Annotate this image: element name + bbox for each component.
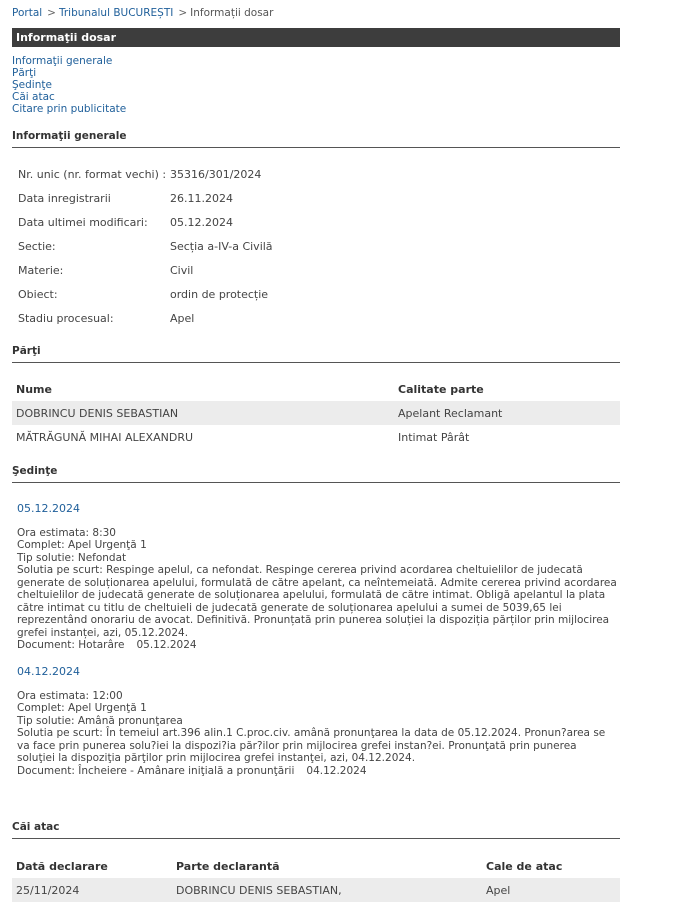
info-label: Obiect: (18, 288, 58, 301)
info-label: Data inregistrarii (18, 192, 111, 205)
hearing-entry (17, 503, 617, 652)
column-header-party: Parte declarantă (176, 860, 280, 873)
table-header (12, 854, 620, 878)
party-role: Intimat Pârât (398, 431, 470, 444)
hearing-date: 04.12.2024 (17, 665, 80, 678)
info-label: Materie: (18, 264, 64, 277)
appeal-type: Apel (486, 884, 511, 897)
info-label: Data ultimei modificari: (18, 216, 148, 229)
nav-link-public-summons[interactable]: Citare prin publicitate (12, 103, 127, 115)
breadcrumb (12, 7, 273, 19)
nav-link-hearings[interactable]: Şedinţe (12, 79, 52, 91)
section-nav (12, 55, 126, 115)
appeals-table (12, 854, 620, 902)
general-info-heading: Informaţii generale (12, 130, 620, 148)
nav-link-general-info[interactable]: Informaţii generale (12, 55, 113, 67)
info-label: Nr. unic (nr. format vechi) : (18, 168, 167, 181)
info-value: 35316/301/2024 (170, 168, 262, 181)
document-label: Document: Hotarâre (17, 639, 125, 651)
breadcrumb-separator: > (178, 7, 188, 19)
table-row (12, 425, 620, 449)
hearing-document (17, 639, 617, 652)
info-value: ordin de protecție (170, 288, 269, 301)
table-row (12, 878, 620, 902)
info-label: Sectie: (18, 240, 56, 253)
hearing-panel: Complet: Apel Urgenţă 1 (17, 702, 147, 714)
column-header-role: Calitate parte (398, 383, 484, 396)
info-value: Civil (170, 264, 194, 277)
table-header (12, 377, 620, 401)
info-label: Stadiu procesual: (18, 312, 114, 325)
column-header-appeal-type: Cale de atac (486, 860, 563, 873)
hearing-solution-type: Tip solutie: Amână pronunţarea (17, 714, 183, 727)
hearing-summary: Solutia pe scurt: În temeiul art.396 alin.1 C.proc.civ. amână pronunţarea la data de 05.12.2024. Pronun?area se va face prin punerea solu?iei la dispozi?ia păr?ilor prin mijlocirea grefei instan?ei. Pronunţată prin punerea soluţiei la dispoziţia părţilor prin mijlocirea grefei instanţei, azi, 04.12.2024. (17, 727, 606, 764)
document-date: 05.12.2024 (136, 639, 197, 651)
breadcrumb-court-link[interactable]: Tribunalul BUCUREȘTI (58, 7, 174, 19)
parties-heading: Părţi (12, 345, 620, 363)
page-title: Informaţii dosar (12, 28, 620, 47)
document-label: Document: Încheiere - Amânare iniţială a pronunţării (17, 764, 295, 777)
party-name: MĂTRĂGUNĂ MIHAI ALEXANDRU (16, 431, 194, 444)
column-header-date: Dată declarare (16, 860, 108, 873)
hearing-solution-type: Tip solutie: Nefondat (17, 551, 127, 564)
info-value: 05.12.2024 (170, 216, 233, 229)
info-value: 26.11.2024 (170, 192, 233, 205)
hearing-entry (17, 666, 617, 777)
breadcrumb-current: Informații dosar (190, 7, 274, 19)
info-value: Secția a-IV-a Civilă (170, 240, 273, 253)
appeal-date: 25/11/2024 (16, 884, 80, 897)
hearing-panel: Complet: Apel Urgenţă 1 (17, 539, 147, 551)
table-row (12, 401, 620, 425)
nav-link-appeals[interactable]: Căi atac (12, 91, 55, 103)
hearing-date: 05.12.2024 (17, 502, 80, 515)
hearing-document (17, 765, 617, 778)
nav-link-parties[interactable]: Părţi (12, 67, 37, 79)
breadcrumb-separator: > (47, 7, 56, 19)
breadcrumb-portal-link[interactable]: Portal (12, 7, 43, 19)
hearings-heading: Şedinţe (12, 465, 620, 483)
parties-table (12, 377, 620, 449)
hearing-time: Ora estimata: 8:30 (17, 526, 116, 539)
party-name: DOBRINCU DENIS SEBASTIAN (16, 407, 179, 420)
hearing-summary: Solutia pe scurt: Respinge apelul, ca nefondat. Respinge cererea privind acordarea cheltuielilor de judecată generate de soluționarea apelului, formulată de către apelant, ca neîntemeiată. Admite cererea privind acordarea cheltuielilor de judecată generate de soluționarea apelului, formulată de către intimat. Obligă apelantul la plata către intimat cu titlu de cheltuieli de judecată generate de soluționarea apelului a sumei de 5039,65 lei reprezentând onorariu de avocat. Definitivă. Pronunțată prin punerea soluției la dispoziția părților prin mijlocirea grefei instanței, azi, 05.12.2024. (17, 564, 617, 639)
hearing-time: Ora estimata: 12:00 (17, 689, 123, 702)
party-role: Apelant Reclamant (398, 407, 503, 420)
appeal-party: DOBRINCU DENIS SEBASTIAN, (176, 884, 342, 897)
document-date: 04.12.2024 (306, 764, 367, 777)
appeals-heading: Căi atac (12, 821, 620, 839)
info-value: Apel (170, 312, 195, 325)
column-header-name: Nume (16, 383, 52, 396)
